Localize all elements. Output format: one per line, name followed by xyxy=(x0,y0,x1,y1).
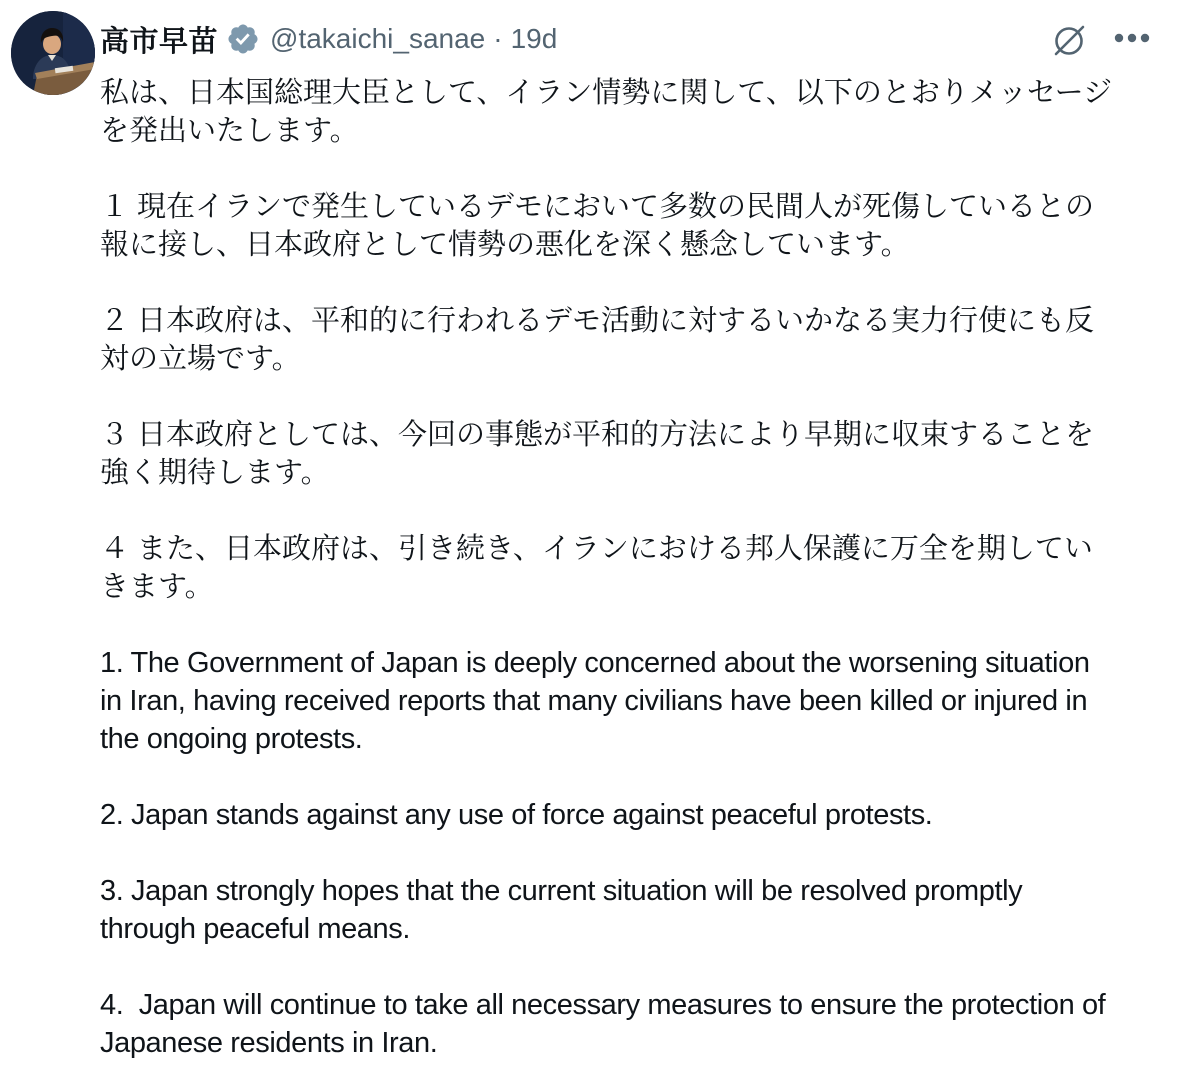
author-name[interactable]: 高市早苗 xyxy=(100,25,219,58)
tweet-paragraph: 3. Japan strongly hopes that the current situation will be resolved promptly through peaceful means. xyxy=(100,875,1030,945)
verified-badge-icon xyxy=(226,22,260,56)
timestamp[interactable]: 19d xyxy=(510,23,558,54)
tweet-header xyxy=(100,16,1116,62)
separator-dot: · xyxy=(493,23,503,54)
avatar-image xyxy=(11,11,95,95)
tweet-paragraph: 私は、日本国総理大臣として、イラン情勢に関して、以下のとおりメッセージを発出いたします。 xyxy=(100,77,1113,147)
grok-icon[interactable] xyxy=(1048,18,1092,62)
tweet-paragraph: ３ 日本政府としては、今回の事態が平和的方法により早期に収束することを強く期待します。 xyxy=(100,419,1095,489)
tweet-paragraph: ４ また、日本政府は、引き続き、イランにおける邦人保護に万全を期していきます。 xyxy=(100,533,1093,603)
avatar[interactable] xyxy=(11,11,95,95)
tweet-content xyxy=(100,16,1116,1062)
tweet-paragraph: ２ 日本政府は、平和的に行われるデモ活動に対するいかなる実力行使にも反対の立場です。 xyxy=(100,305,1095,375)
more-icon[interactable] xyxy=(1114,18,1150,62)
tweet-paragraph: 4. Japan will continue to take all necessary measures to ensure the protection of Japanese residents in Iran. xyxy=(100,989,1114,1059)
header-actions xyxy=(1048,18,1150,62)
tweet-paragraph: 1. The Government of Japan is deeply concerned about the worsening situation in Iran, having received reports that many civilians have been killed or injured in the ongoing protests. xyxy=(100,647,1098,755)
tweet-body xyxy=(100,74,1116,1062)
tweet-paragraph: １ 現在イランで発生しているデモにおいて多数の民間人が死傷しているとの報に接し、日本政府として情勢の悪化を深く懸念しています。 xyxy=(100,191,1095,261)
author-handle[interactable]: @takaichi_sanae xyxy=(270,23,486,54)
tweet-paragraph: 2. Japan stands against any use of force against peaceful protests. xyxy=(100,799,933,831)
